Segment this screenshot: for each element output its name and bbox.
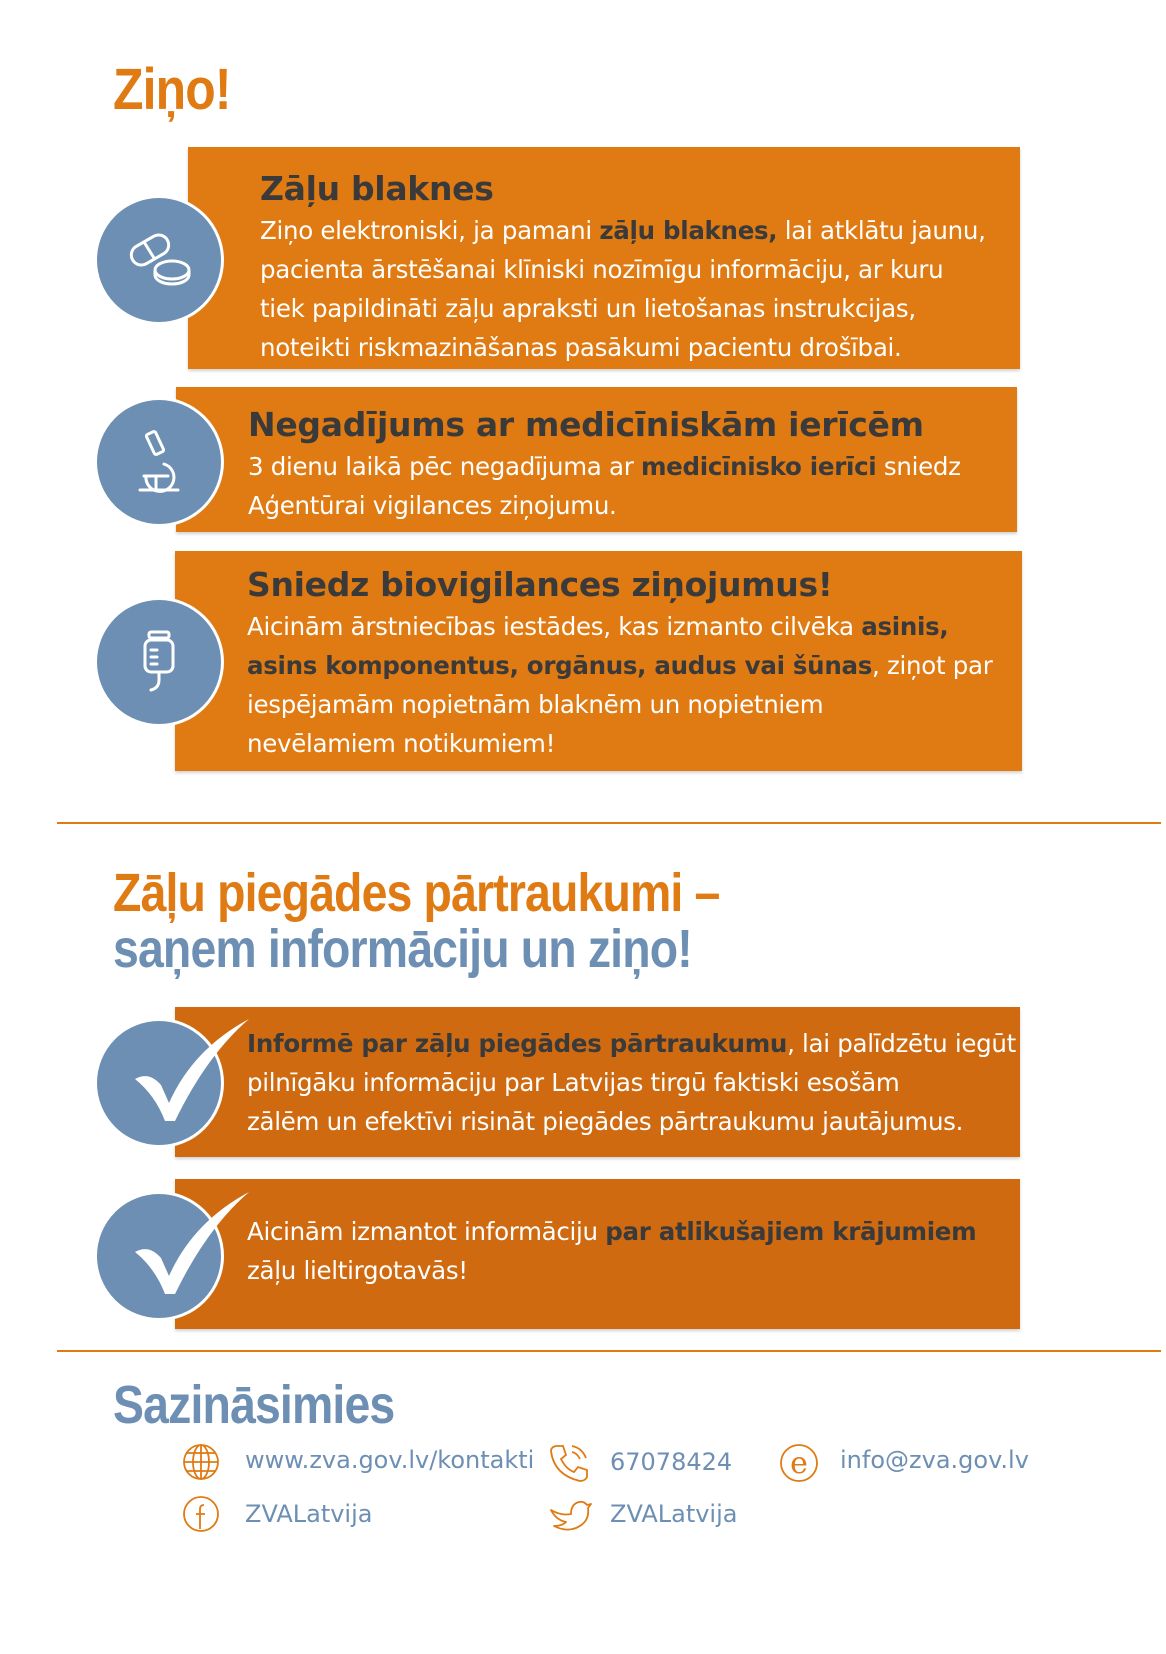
card-zalu-blaknes — [188, 147, 1020, 369]
card-aicinam — [175, 1179, 1020, 1329]
section-title-line1: Zāļu piegādes pārtraukumi – — [113, 863, 720, 923]
emphasis-text: medicīnisko ierīci — [640, 452, 877, 481]
checkmark-icon-circle — [94, 1191, 224, 1321]
card-heading: Zāļu blaknes — [260, 169, 494, 208]
phone-link[interactable]: 67078424 — [610, 1448, 733, 1476]
blood-bag-icon — [141, 630, 177, 694]
card-biovigilance — [175, 551, 1022, 771]
divider — [57, 822, 1161, 824]
card-body: Informē par zāļu piegādes pārtraukumu, lai palīdzētu iegūt pilnīgāku informāciju par Latvijas tirgū faktiski esošām zālēm un efektīvi risināt piegādes pārtraukumu jautājumus. — [247, 1029, 1016, 1136]
facebook-link[interactable]: ZVALatvija — [245, 1500, 373, 1528]
checkmark-icon — [121, 1182, 261, 1302]
card-heading: Negadījums ar medicīniskām ierīcēm — [248, 405, 924, 444]
emphasis-text: asinis, — [861, 612, 949, 641]
divider — [57, 1350, 1161, 1352]
card-body: Aicinām izmantot informāciju par atlikušajiem krājumiem zāļu lieltirgotavās! — [247, 1217, 977, 1285]
card-body: 3 dienu laikā pēc negadījuma ar medicīnisko ierīci sniedz Aģentūrai vigilances ziņojumu. — [248, 452, 961, 520]
globe-icon — [181, 1442, 221, 1482]
microscope-icon-circle — [94, 397, 224, 527]
pill-icon — [124, 230, 194, 290]
blood-bag-icon-circle — [94, 597, 224, 727]
emphasis-text: zāļu blaknes, — [599, 216, 778, 245]
emphasis-text: Informē par zāļu piegādes pārtraukumu — [247, 1029, 788, 1058]
twitter-icon — [548, 1496, 592, 1534]
card-informe — [175, 1007, 1020, 1157]
card-negadijums — [176, 387, 1017, 532]
twitter-link[interactable]: ZVALatvija — [610, 1500, 738, 1528]
contact-title: Sazināsimies — [113, 1375, 395, 1435]
card-body: Ziņo elektroniski, ja pamani zāļu blaknes, lai atklātu jaunu, pacienta ārstēšanai klīniski nozīmīgu informāciju, ar kuru tiek papildināti zāļu apraksti un lietošanas instrukcijas, noteikti riskmazināšanas pasākumi pacientu drošībai. — [260, 216, 986, 362]
card-heading: Sniedz biovigilances ziņojumus! — [247, 565, 833, 604]
checkmark-icon — [121, 1009, 261, 1129]
emphasis-text: asins komponentus, orgānus, audus vai šūnas — [247, 651, 872, 680]
facebook-icon — [181, 1494, 221, 1534]
email-icon — [778, 1442, 820, 1484]
checkmark-icon-circle — [94, 1018, 224, 1148]
svg-text:e: e — [790, 1446, 808, 1481]
email-link[interactable]: info@zva.gov.lv — [840, 1446, 1029, 1474]
section-title-line2: saņem informāciju un ziņo! — [113, 919, 692, 979]
emphasis-text: par atlikušajiem krājumiem — [605, 1217, 977, 1246]
card-body: Aicinām ārstniecības iestādes, kas izmanto cilvēka asinis, asins komponentus, orgānus, audus vai šūnas, ziņot par iespējamām nopietnām blaknēm un nopietniem nevēlamiem notikumiem! — [247, 612, 993, 758]
microscope-icon — [134, 430, 184, 494]
pill-icon-circle — [94, 195, 224, 325]
phone-icon — [548, 1442, 590, 1484]
website-link[interactable]: www.zva.gov.lv/kontakti — [245, 1446, 535, 1474]
section-title-zino: Ziņo! — [113, 57, 231, 122]
